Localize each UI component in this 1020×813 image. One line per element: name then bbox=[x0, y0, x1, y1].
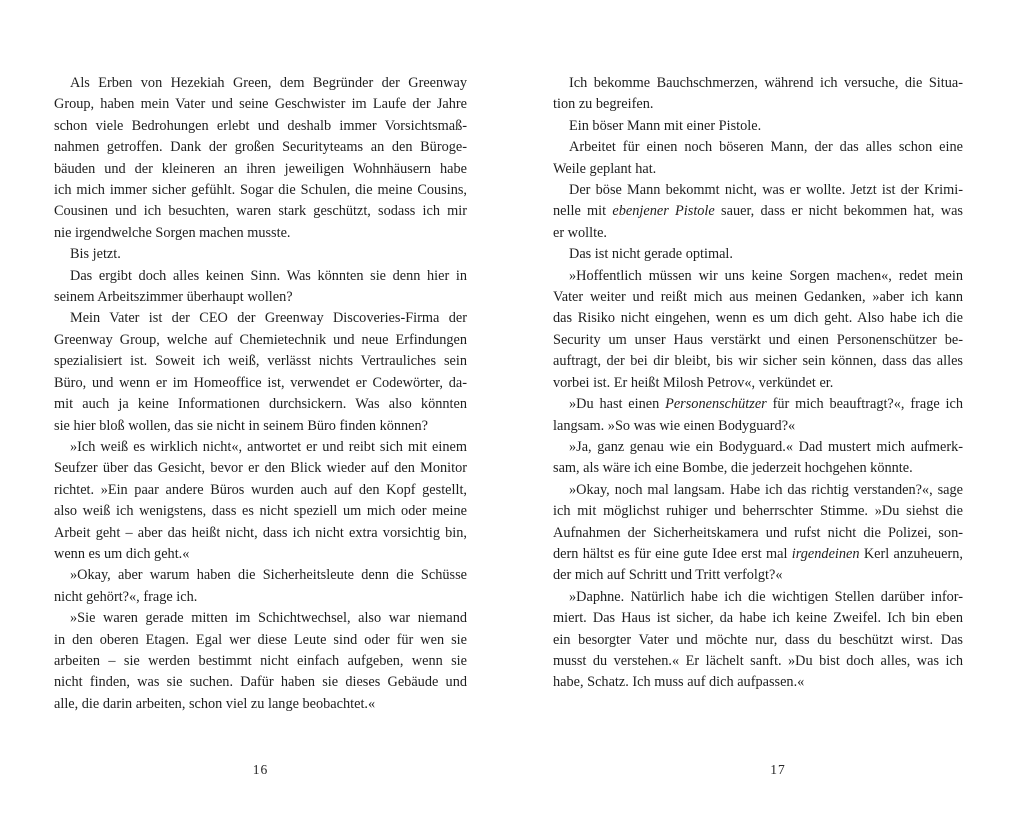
text-line bbox=[54, 394, 467, 415]
text-line bbox=[54, 437, 467, 458]
body-text: nicht finden, was sie suchen. Dafür haben sie dieses Gebäude und bbox=[54, 674, 467, 691]
text-line bbox=[553, 480, 963, 501]
body-text: das Risiko nicht eingehen, wenn es um dich geht. Also habe ich die bbox=[553, 310, 963, 327]
text-line bbox=[54, 330, 467, 351]
body-text: in den oberen Etagen. Egal wer diese Leute sind oder für wen sie bbox=[54, 631, 467, 648]
text-line bbox=[54, 480, 467, 501]
text-line bbox=[553, 373, 963, 394]
body-text: Mein Vater ist der CEO der Greenway Discoveries-Firma der bbox=[70, 310, 467, 327]
body-text: sam, als wäre ich eine Bombe, die jederzeit hochgehen könnte. bbox=[553, 460, 913, 477]
body-text: Aufnahmen der Sicherheitskamera und rufst nicht die Polizei, son- bbox=[553, 524, 963, 541]
text-line bbox=[54, 630, 467, 651]
body-text: langsam. »So was wie einen Bodyguard?« bbox=[553, 417, 796, 434]
text-line bbox=[553, 308, 963, 329]
body-text: Kerl anzuheuern, bbox=[859, 545, 964, 562]
body-text: nicht gehört?«, frage ich. bbox=[54, 588, 198, 605]
text-line bbox=[54, 351, 467, 372]
body-text: tion zu begreifen. bbox=[553, 96, 654, 113]
text-line bbox=[553, 73, 963, 94]
text-line bbox=[553, 501, 963, 522]
body-text: Greenway Group, welche auf Chemietechnik und neue Erfindungen bbox=[54, 331, 467, 348]
body-text: er wollte. bbox=[553, 224, 607, 241]
body-text: Cousinen und ich besuchten, waren stark geschützt, sodass ich mir bbox=[54, 203, 467, 220]
body-text: Arbeit geht – aber das heißt nicht, dass ich nicht extra vorsichtig bin, bbox=[54, 524, 467, 541]
text-line bbox=[553, 201, 963, 222]
text-line bbox=[553, 223, 963, 244]
text-line bbox=[553, 565, 963, 586]
body-text: Der böse Mann bekommt nicht, was er wollte. Jetzt ist der Krimi- bbox=[569, 182, 963, 199]
body-text: spezialisiert ist. Soweit ich weiß, verlässt nichts Vertrauliches sein bbox=[54, 353, 467, 370]
body-text: »Okay, aber warum haben die Sicherheitsleute denn die Schüsse bbox=[70, 567, 467, 584]
text-line bbox=[553, 394, 963, 415]
italic-text: Personenschützer bbox=[665, 396, 767, 413]
text-line bbox=[553, 458, 963, 479]
body-text: vorbei ist. Er heißt Milosh Petrov«, verkündet er. bbox=[553, 374, 834, 391]
page-left-text bbox=[54, 73, 467, 715]
text-line bbox=[54, 544, 467, 565]
text-line bbox=[553, 544, 963, 565]
text-line bbox=[54, 244, 467, 265]
body-text: Arbeitet für einen noch böseren Mann, der das alles schon eine bbox=[569, 139, 963, 156]
body-text: Als Erben von Hezekiah Green, dem Begründer der Greenway bbox=[70, 75, 467, 91]
text-line bbox=[553, 330, 963, 351]
text-line bbox=[553, 587, 963, 608]
text-line bbox=[54, 308, 467, 329]
text-line bbox=[553, 630, 963, 651]
body-text: sie hier bloß wollen, das sie nicht in seinem Büro finden können? bbox=[54, 417, 429, 434]
body-text: Das ergibt doch alles keinen Sinn. Was könnten sie denn hier in bbox=[70, 267, 467, 284]
body-text: Security um unser Haus verstärkt und einen Personenschützer be- bbox=[553, 331, 963, 348]
body-text: »Okay, noch mal langsam. Habe ich das richtig verstanden?«, sage bbox=[569, 481, 963, 498]
text-line bbox=[54, 116, 467, 137]
body-text: »Daphne. Natürlich habe ich die wichtigen Stellen darüber infor- bbox=[569, 588, 963, 605]
body-text: Das ist nicht gerade optimal. bbox=[569, 246, 733, 263]
page-number-right: 17 bbox=[770, 762, 786, 777]
body-text: Vater weiter und reißt mich aus meinen Gedanken, »aber ich kann bbox=[553, 289, 963, 306]
body-text: Seufzer über das Gesicht, bevor er den Blick wieder auf den Monitor bbox=[54, 460, 467, 477]
text-line bbox=[553, 116, 963, 137]
body-text: nie irgendwelche Sorgen machen musste. bbox=[54, 224, 291, 241]
body-text: musst du verstehen.« Er lächelt sanft. »Du bist doch alles, was ich bbox=[553, 652, 963, 669]
body-text: habe, Schatz. Ich muss auf dich aufpassen.« bbox=[553, 674, 805, 691]
body-text: Ein böser Mann mit einer Pistole. bbox=[569, 117, 762, 134]
text-line bbox=[54, 73, 467, 94]
body-text: alle, die darin arbeiten, schon viel zu lange beobachtet.« bbox=[54, 695, 376, 712]
text-line bbox=[553, 244, 963, 265]
body-text: sauer, dass er nicht bekommen hat, was bbox=[714, 203, 963, 220]
body-text: also weiß ich wenigstens, dass es nicht speziell um mich oder meine bbox=[54, 503, 467, 520]
text-line bbox=[553, 137, 963, 158]
body-text: Ich bekomme Bauchschmerzen, während ich versuche, die Situa- bbox=[569, 75, 963, 91]
page-right-text bbox=[553, 73, 963, 694]
body-text: »Sie waren gerade mitten im Schichtwechsel, also war niemand bbox=[70, 610, 467, 627]
text-line bbox=[54, 159, 467, 180]
italic-text: irgendeinen bbox=[791, 545, 860, 562]
text-line bbox=[553, 287, 963, 308]
body-text: ein besorgter Vater und möchte nur, dass du beschützt wirst. Das bbox=[553, 631, 963, 648]
text-line bbox=[54, 651, 467, 672]
body-text: mit auch ja keine Informationen durchsickern. Was also könnten bbox=[54, 396, 467, 413]
body-text: Weile geplant hat. bbox=[553, 160, 657, 177]
text-line bbox=[54, 672, 467, 693]
text-line bbox=[553, 672, 963, 693]
text-line bbox=[54, 565, 467, 586]
text-line bbox=[553, 159, 963, 180]
body-text: ich mich immer sicher gefühlt. Sogar die Schulen, die meine Cousins, bbox=[54, 182, 467, 199]
text-line bbox=[54, 94, 467, 115]
text-line bbox=[54, 416, 467, 437]
text-line bbox=[54, 608, 467, 629]
body-text: »Hoffentlich müssen wir uns keine Sorgen machen«, redet mein bbox=[569, 267, 963, 284]
text-line bbox=[553, 437, 963, 458]
body-text: für mich beauftragt?«, frage ich bbox=[766, 396, 963, 413]
body-text: wenn es um dich geht.« bbox=[54, 545, 190, 562]
body-text: bäuden und der kleineren an ihren jeweiligen Wohnhäusern habe bbox=[54, 160, 467, 177]
body-text: »Ja, ganz genau wie ein Bodyguard.« Dad mustert mich aufmerk- bbox=[569, 438, 963, 455]
body-text: Büro, und wenn er im Homeoffice ist, verwendet er Codewörter, da- bbox=[54, 374, 467, 391]
body-text: Group, haben mein Vater und seine Geschwister im Laufe der Jahre bbox=[54, 96, 467, 113]
page-right bbox=[510, 0, 1020, 813]
text-line bbox=[553, 608, 963, 629]
text-line bbox=[54, 223, 467, 244]
text-line bbox=[553, 266, 963, 287]
text-line bbox=[54, 373, 467, 394]
text-line bbox=[54, 501, 467, 522]
text-line bbox=[553, 180, 963, 201]
text-line bbox=[553, 351, 963, 372]
italic-text: ebenjener Pistole bbox=[612, 203, 715, 220]
body-text: nelle mit bbox=[553, 203, 613, 220]
body-text: schon viele Bedrohungen erlebt und deshalb immer Vorsichtsmaß- bbox=[54, 117, 467, 134]
text-line bbox=[54, 287, 467, 308]
text-line bbox=[54, 587, 467, 608]
text-line bbox=[553, 523, 963, 544]
body-text: miert. Das Haus ist sicher, da habe ich keine Zweifel. Ich bin eben bbox=[553, 610, 963, 627]
body-text: auftragt, der bei dir bleibt, bis wir sicher sein können, dass das alles bbox=[553, 353, 963, 370]
body-text: ich mit möglichst ruhiger und beherrschter Stimme. »Du siehst die bbox=[553, 503, 963, 520]
text-line bbox=[54, 694, 467, 715]
body-text: dern hältst es für eine gute Idee erst mal bbox=[553, 545, 792, 562]
text-line bbox=[553, 651, 963, 672]
text-line bbox=[54, 266, 467, 287]
text-line bbox=[54, 523, 467, 544]
text-line bbox=[54, 137, 467, 158]
body-text: seinem Arbeitszimmer überhaupt wollen? bbox=[54, 289, 293, 306]
body-text: »Ich weiß es wirklich nicht«, antwortet er und reibt sich mit einem bbox=[70, 438, 467, 455]
text-line bbox=[54, 201, 467, 222]
text-line bbox=[553, 94, 963, 115]
page-number-left: 16 bbox=[252, 762, 269, 777]
body-text: der mich auf Schritt und Tritt verfolgt?« bbox=[553, 567, 783, 584]
body-text: arbeiten – sie werden bestimmt nicht einfach aufgeben, wenn sie bbox=[54, 652, 467, 669]
body-text: »Du hast einen bbox=[569, 396, 666, 413]
text-line bbox=[553, 416, 963, 437]
body-text: nahmen getroffen. Dank der großen Securityteams an den Büroge- bbox=[54, 139, 467, 156]
body-text: richtet. »Ein paar andere Büros wurden auch auf den Kopf gestellt, bbox=[54, 481, 467, 498]
text-line bbox=[54, 180, 467, 201]
text-line bbox=[54, 458, 467, 479]
body-text: Bis jetzt. bbox=[70, 246, 121, 263]
